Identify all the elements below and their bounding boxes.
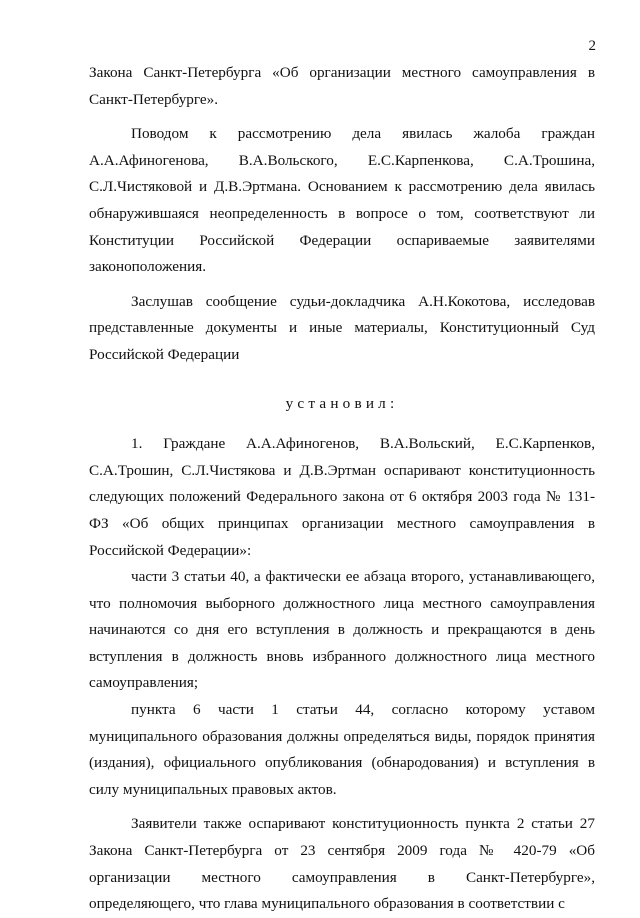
paragraph-gap [89, 803, 595, 811]
paragraph-applicants-also: Заявители также оспаривают конституционность пункта 2 статьи 27 Закона Санкт-Петербурга от 23 сентября 2009 года № 420-79 «Об организации местного самоуправления в Санкт-Петербурге», определяющего, что глава муниципального образования в соответствии с [89, 815, 595, 913]
paragraph-point-1: 1. Граждане А.А.Афиногенов, В.А.Вольский, Е.С.Карпенков, С.А.Трошин, С.Л.Чистякова и Д.В.Эртман оспаривают конституционность следующих положений Федерального закона от 6 октября 2003 года № 131-ФЗ «Об общих принципах организации местного самоуправления в Российской Федерации»: [89, 435, 595, 559]
page-number: 2 [588, 38, 596, 54]
paragraph-hearing: Заслушав сообщение судьи-докладчика А.Н.Кокотова, исследовав представленные документы и иные материалы, Конституционный Суд Российской Федерации [89, 292, 595, 363]
paragraph-grounds: Поводом к рассмотрению дела явилась жалоба граждан А.А.Афиногенова, В.А.Вольского, Е.С.Карпенкова, С.А.Трошина, С.Л.Чистяковой и Д.В.Эртмана. Основанием к рассмотрению дела явилась обнаружившаяся неопределенность в вопросе о том, соответствуют ли Конституции Российской Федерации оспариваемые заявителями законоположения. [89, 125, 595, 276]
document-body [89, 60, 595, 918]
paragraph-continuation: Закона Санкт-Петербурга «Об организации местного самоуправления в Санкт-Петербурге». [89, 64, 595, 108]
section-heading-established: установил: [285, 394, 399, 412]
paragraph-gap [89, 113, 595, 121]
paragraph-gap [89, 281, 595, 289]
paragraph-part-3-article-40: части 3 статьи 40, а фактически ее абзаца второго, устанавливающего, что полномочия выборного должностного лица местного самоуправления начинаются со дня его вступления в должность и прекращаются в день вступления в должность вновь избранного должностного лица местного самоуправления; [89, 568, 595, 692]
paragraph-item-6-article-44: пункта 6 части 1 статьи 44, согласно которому уставом муниципального образования должны определяться виды, порядок принятия (издания), официального опубликования (обнародования) и вступления в силу муниципальных правовых актов. [89, 701, 595, 798]
